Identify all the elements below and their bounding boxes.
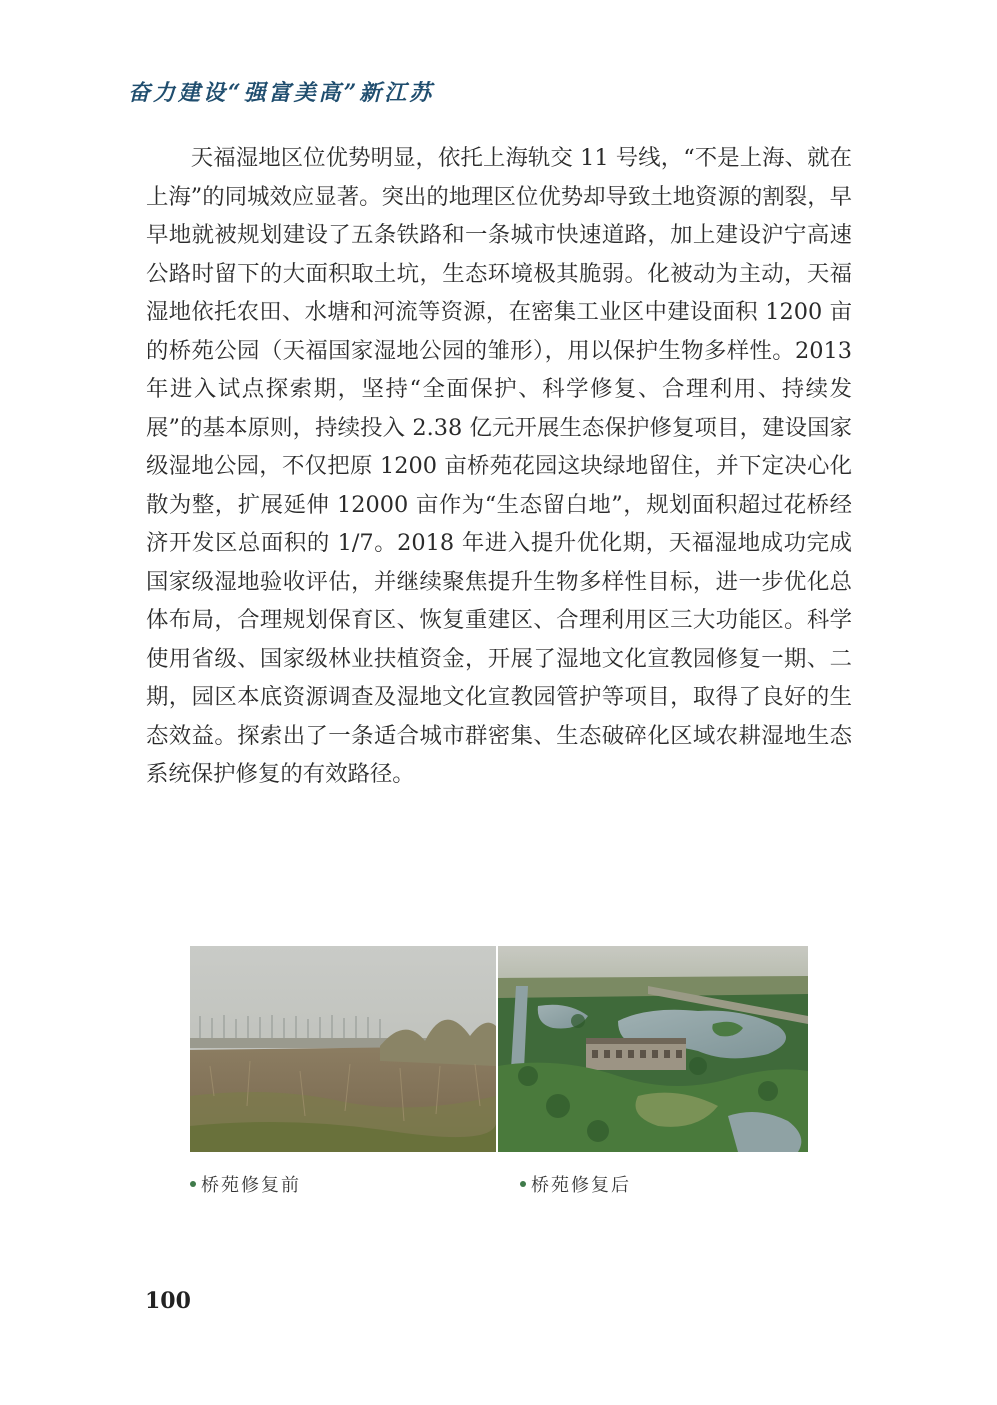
caption-after bbox=[520, 1171, 631, 1197]
caption-after-text: 桥苑修复后 bbox=[531, 1175, 631, 1196]
caption-before bbox=[190, 1171, 301, 1197]
bullet-icon bbox=[520, 1181, 526, 1187]
bullet-icon bbox=[190, 1181, 196, 1187]
page-number: 100 bbox=[145, 1288, 191, 1314]
running-header: 奋力建设“强富美高”新江苏 bbox=[128, 80, 435, 106]
photo-before-restoration bbox=[190, 946, 496, 1152]
photo-after-restoration bbox=[498, 946, 808, 1152]
body-paragraph: 天福湿地区位优势明显，依托上海轨交 11 号线，“不是上海、就在上海”的同城效应显著。突出的地理区位优势却导致土地资源的割裂，早早地就被规划建设了五条铁路和一条城市快速道路，加上建设沪宁高速公路时留下的大面积取土坑，生态环境极其脆弱。化被动为主动，天福湿地依托农田、水塘和河流等资源，在密集工业区中建设面积 1200 亩的桥苑公园（天福国家湿地公园的雏形），用以保护生物多样性。2013 年进入试点探索期，坚持“全面保护、科学修复、合理利用、持续发展”的基本原则，持续投入 2.38 亿元开展生态保护修复项目，建设国家级湿地公园，不仅把原 1200 亩桥苑花园这块绿地留住，并下定决心化散为整，扩展延伸 12000 亩作为“生态留白地”，规划面积超过花桥经济开发区总面积的 1/7。2018 年进入提升优化期，天福湿地成功完成国家级湿地验收评估，并继续聚焦提升生物多样性目标，进一步优化总体布局，合理规划保育区、恢复重建区、合理利用区三大功能区。科学使用省级、国家级林业扶植资金，开展了湿地文化宣教园修复一期、二期，园区本底资源调查及湿地文化宣教园管护等项目，取得了良好的生态效益。探索出了一条适合城市群密集、生态破碎化区域农耕湿地生态系统保护修复的有效路径。 bbox=[146, 145, 852, 787]
caption-before-text: 桥苑修复前 bbox=[201, 1175, 301, 1196]
